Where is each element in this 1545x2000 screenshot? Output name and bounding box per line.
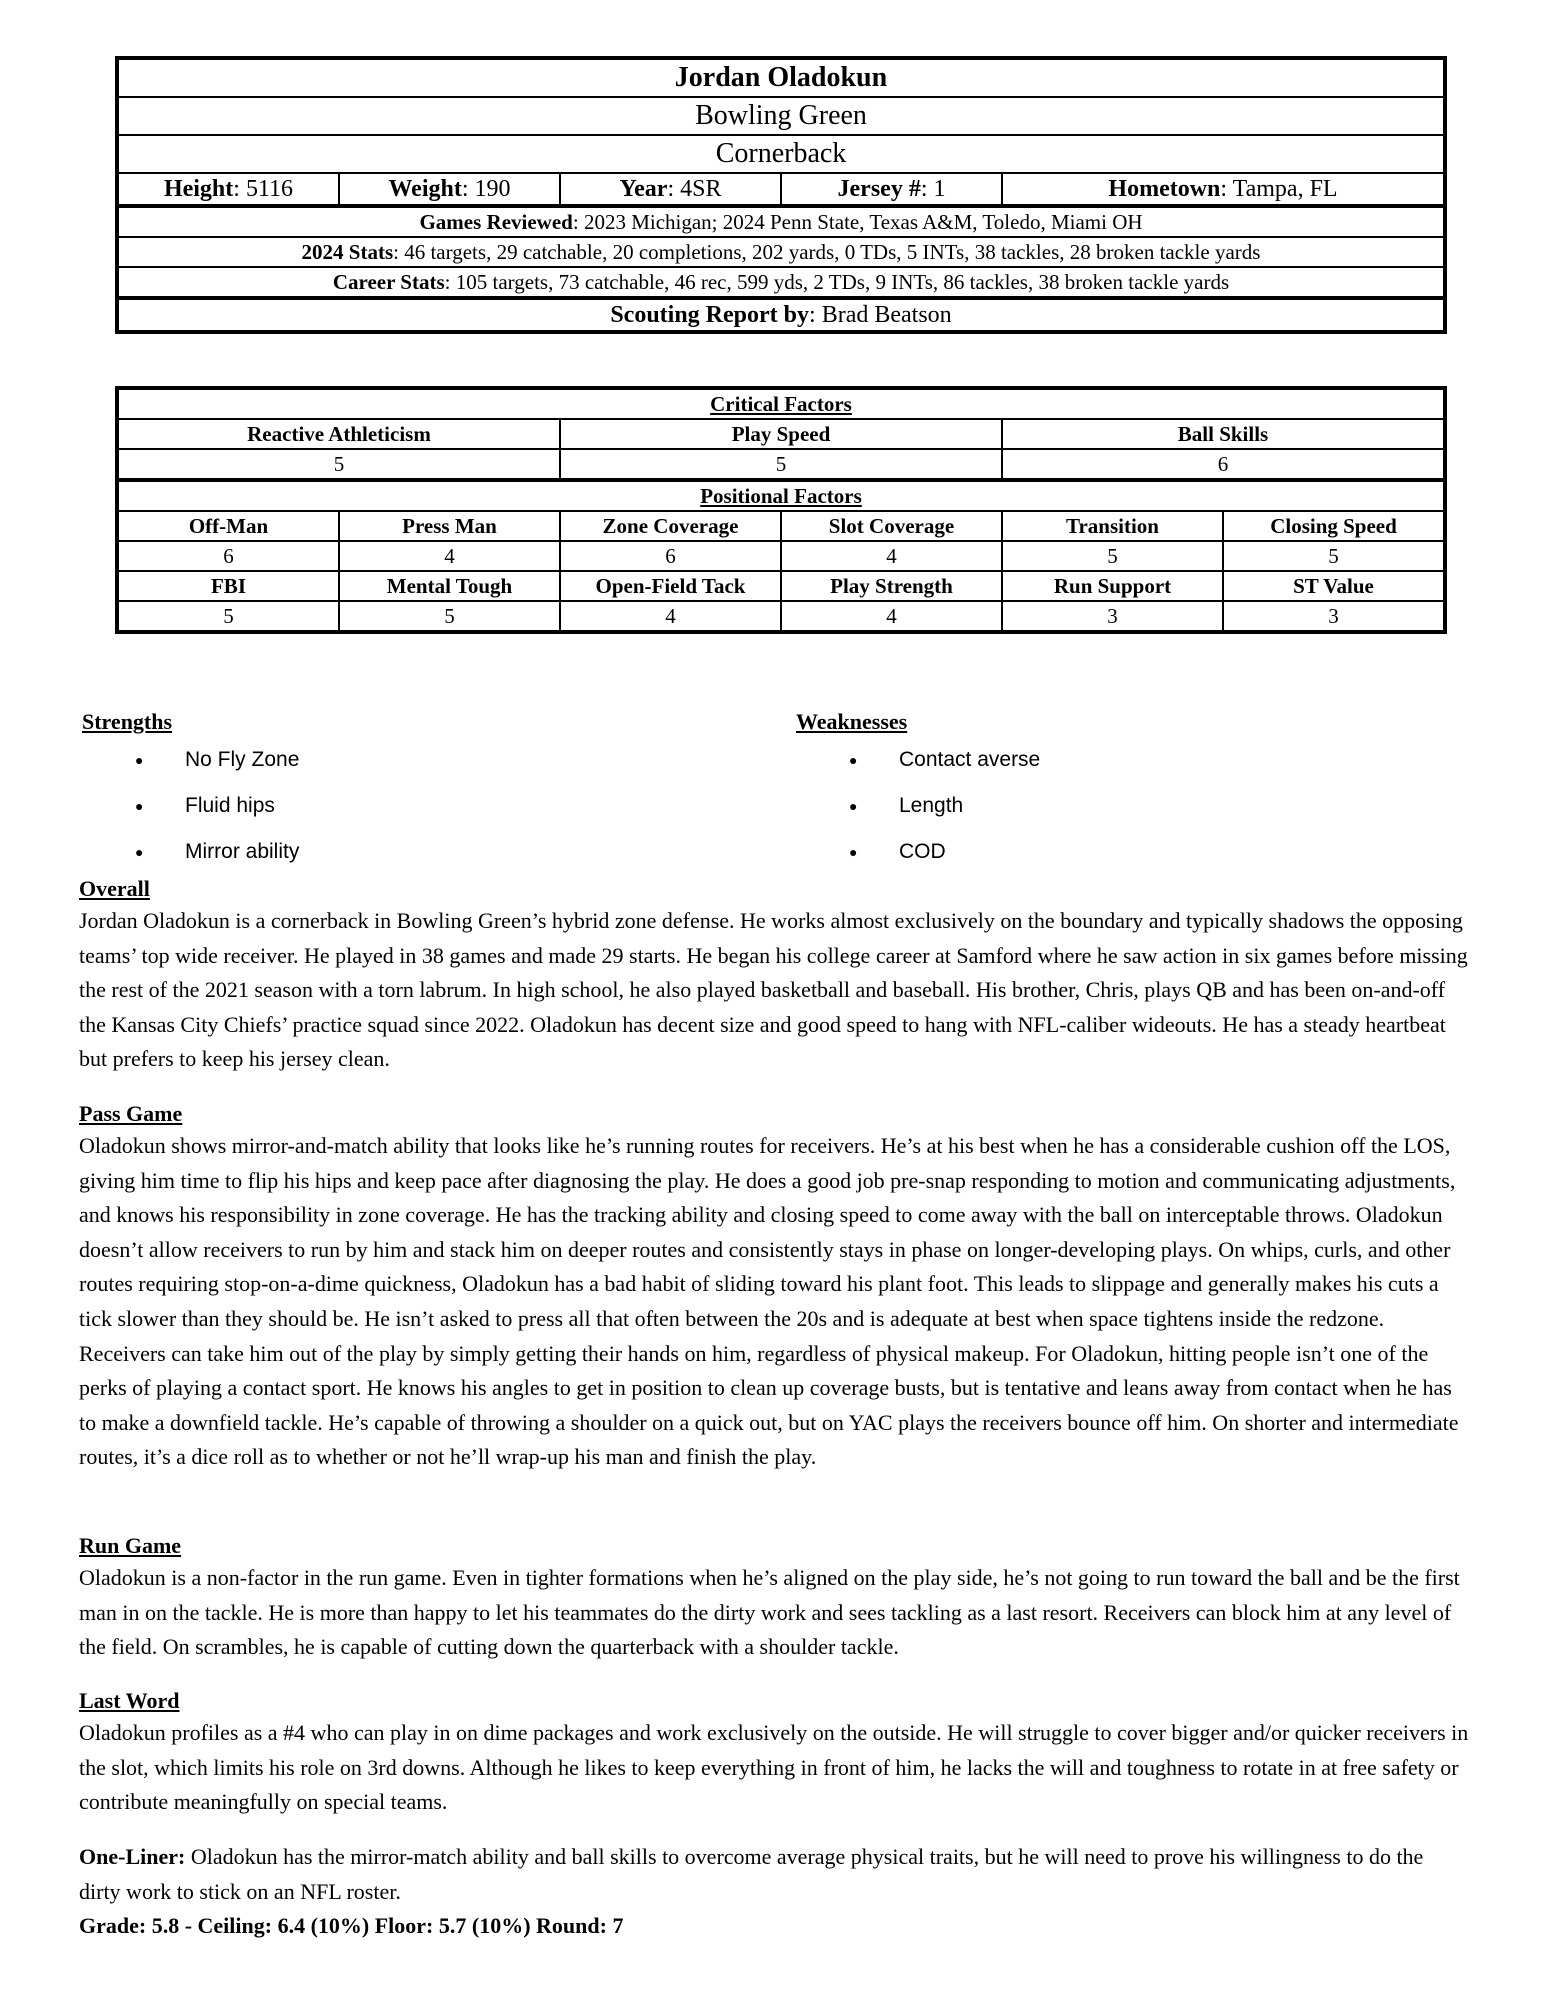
factor-score: 4 xyxy=(782,542,1003,570)
factor-label: Open-Field Tack xyxy=(561,572,782,600)
weight-cell: Weight: 190 xyxy=(340,174,561,204)
factor-score: 6 xyxy=(561,542,782,570)
factor-label: Ball Skills xyxy=(1177,422,1269,446)
hometown-cell: Hometown: Tampa, FL xyxy=(1108,176,1338,202)
pass-game-text: Oladokun shows mirror-and-match ability that looks like he’s running routes for receivers. He’s at his best when he has a considerable cushion off the LOS, giving him time to flip his hips and keep pace after diagnosing the play. He does a good job pre-snap responding to motion and communicating adjustments, and knows his responsibility in zone coverage. He has the tracking ability and closing speed to come away with the ball on interceptable throws. Oladokun doesn’t allow receivers to run by him and stack him on deeper routes and consistently stays in phase on longer-developing plays. On whips, curls, and other routes requiring stop-on-a-dime quickness, Oladokun has a bad habit of sliding toward his plant foot. This leads to slippage and generally makes his cuts a tick slower than they should be. He isn’t asked to press all that often between the 20s and is adequate at best when space tightens inside the redzone. Receivers can take him out of the play by simply getting their hands on him, regardless of physical makeup. For Oladokun, hitting people isn’t one of the perks of playing a contact sport. He knows his angles to get in position to clean up coverage busts, but is tentative and leans away from contact when he has to make a downfield tackle. He’s capable of throwing a shoulder on a quick out, but on YAC plays the receivers bounce off him. On shorter and intermediate routes, it’s a dice roll as to whether or not he’ll wrap-up his man and finish the play. xyxy=(79,1133,1459,1470)
factor-score: 3 xyxy=(1003,602,1224,630)
factor-label: Closing Speed xyxy=(1270,514,1397,538)
player-name: Jordan Oladokun xyxy=(674,62,888,93)
factor-label: Slot Coverage xyxy=(782,512,1003,540)
factor-score: 5 xyxy=(1003,542,1224,570)
factor-score: 6 xyxy=(1217,452,1229,476)
factor-label: Play Speed xyxy=(561,420,1003,448)
weakness-item: ● COD xyxy=(796,829,1040,875)
factor-score: 5 xyxy=(561,450,1003,478)
factor-score: 6 xyxy=(119,542,340,570)
last-word-text: Oladokun profiles as a #4 who can play in on dime packages and work exclusively on the outside. He will struggle to cover bigger and/or quicker receivers in the slot, which limits his role on 3rd downs. Although he likes to keep everything in front of him, he lacks the will and toughness to rotate in at free safety or contribute meaningfully on special teams. xyxy=(79,1720,1469,1815)
factor-score: 5 xyxy=(119,450,561,478)
factor-label: Mental Tough xyxy=(340,572,561,600)
strength-item: ● Fluid hips xyxy=(82,783,299,829)
overall-heading: Overall xyxy=(79,876,150,901)
factor-label: Off-Man xyxy=(119,512,340,540)
height-cell: Height: 5116 xyxy=(119,174,340,204)
factor-score: 5 xyxy=(1328,544,1339,568)
run-game-heading: Run Game xyxy=(79,1533,182,1558)
position: Cornerback xyxy=(715,138,847,169)
factor-label: Run Support xyxy=(1003,572,1224,600)
summary-section xyxy=(79,1840,1469,1944)
pass-game-heading: Pass Game xyxy=(79,1101,183,1126)
run-game-section xyxy=(79,1531,1469,1665)
factor-score: 4 xyxy=(340,542,561,570)
weaknesses-section xyxy=(796,707,1040,875)
factor-label: FBI xyxy=(119,572,340,600)
player-info-table xyxy=(115,56,1447,334)
stats-2024: 2024 Stats: 46 targets, 29 catchable, 20 completions, 202 yards, 0 TDs, 5 INTs, 38 tackles, 28 broken tackle yards xyxy=(301,240,1261,264)
strengths-section xyxy=(82,707,299,875)
overall-section xyxy=(79,874,1469,1077)
weakness-item: ● Contact averse xyxy=(796,737,1040,783)
jersey-cell: Jersey #: 1 xyxy=(782,174,1003,204)
weaknesses-heading: Weaknesses xyxy=(796,709,908,734)
factor-score: 4 xyxy=(561,602,782,630)
factor-label: Press Man xyxy=(340,512,561,540)
last-word-section xyxy=(79,1686,1469,1820)
factor-label: ST Value xyxy=(1293,574,1374,598)
overall-text: Jordan Oladokun is a cornerback in Bowling Green’s hybrid zone defense. He works almost exclusively on the boundary and typically shadows the opposing teams’ top wide receiver. He played in 38 games and made 29 starts. He began his college career at Samford where he saw action in six games before missing the rest of the 2021 season with a torn labrum. In high school, he also played basketball and baseball. His brother, Chris, plays QB and has been on-and-off the Kansas City Chiefs’ practice squad since 2022. Oladokun has decent size and good speed to hang with NFL-caliber wideouts. He has a steady heartbeat but prefers to keep his jersey clean. xyxy=(79,908,1468,1072)
factor-score: 5 xyxy=(119,602,340,630)
critical-factors-heading: Critical Factors xyxy=(710,392,852,416)
pass-game-section xyxy=(79,1099,1469,1475)
career-stats: Career Stats: 105 targets, 73 catchable, 46 rec, 599 yds, 2 TDs, 9 INTs, 86 tackles, 38 broken tackle yards xyxy=(332,270,1230,294)
weakness-item: ● Length xyxy=(796,783,1040,829)
run-game-text: Oladokun is a non-factor in the run game. Even in tighter formations when he’s aligned on the play side, he’s not going to run toward the ball and be the first man in on the tackle. He is more than happy to let his teammates do the dirty work and sees tackling as a last resort. Receivers can block him at any level of the field. On scrambles, he is capable of cutting down the quarterback with a shoulder tackle. xyxy=(79,1565,1460,1660)
factor-label: Transition xyxy=(1003,512,1224,540)
one-liner: One-Liner: Oladokun has the mirror-match ability and ball skills to overcome average physical traits, but he will need to prove his willingness to do the dirty work to stick on an NFL roster. xyxy=(79,1844,1424,1904)
year-cell: Year: 4SR xyxy=(561,174,782,204)
last-word-heading: Last Word xyxy=(79,1688,180,1713)
grade-line: Grade: 5.8 - Ceiling: 6.4 (10%) Floor: 5.7 (10%) Round: 7 xyxy=(79,1913,624,1939)
strength-item: ● Mirror ability xyxy=(82,829,299,875)
positional-factors-heading: Positional Factors xyxy=(700,484,862,508)
factors-table xyxy=(115,386,1447,634)
strengths-heading: Strengths xyxy=(82,709,173,734)
factor-label: Play Strength xyxy=(782,572,1003,600)
school: Bowling Green xyxy=(695,100,867,131)
games-reviewed: Games Reviewed: 2023 Michigan; 2024 Penn State, Texas A&M, Toledo, Miami OH xyxy=(419,210,1143,234)
scouted-by: Scouting Report by: Brad Beatson xyxy=(610,302,952,328)
strength-item: ● No Fly Zone xyxy=(82,737,299,783)
factor-label: Reactive Athleticism xyxy=(119,420,561,448)
factor-score: 3 xyxy=(1328,604,1339,628)
factor-label: Zone Coverage xyxy=(561,512,782,540)
factor-score: 4 xyxy=(782,602,1003,630)
factor-score: 5 xyxy=(340,602,561,630)
